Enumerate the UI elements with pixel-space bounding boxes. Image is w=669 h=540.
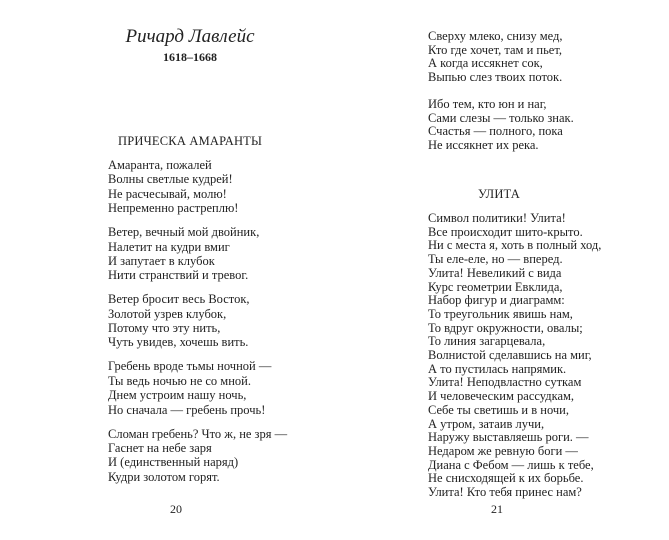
page-number: 21: [491, 502, 503, 516]
verse-line: Курс геометрии Евклида,: [428, 279, 563, 294]
left-page: [0, 0, 334, 540]
verse-line: Не снисходящей к их борьбе.: [428, 471, 584, 486]
verse-line: Сломан гребень? Что ж, не зря —: [108, 426, 288, 441]
stanza: [428, 30, 574, 85]
poem-continuation: [428, 30, 574, 166]
stanza: [108, 292, 287, 350]
verse-line: Диана с Фебом — лишь к тебе,: [428, 457, 594, 472]
verse-line: Выпью слез твоих поток.: [428, 70, 563, 85]
verse-line: Налетит на кудри вмиг: [108, 239, 230, 254]
verse-line: Ветер, вечный мой двойник,: [108, 225, 260, 240]
stanza: [108, 225, 287, 283]
verse-line: Не расчесывай, молю!: [108, 186, 227, 201]
page-number: 20: [170, 502, 182, 516]
verse-line: И человеческим рассудкам,: [428, 389, 575, 404]
verse-line: Волны светлые кудрей!: [108, 172, 233, 187]
verse-line: И (единственный наряд): [108, 455, 239, 470]
verse-line: А когда иссякнет сок,: [428, 56, 543, 71]
verse-line: Волнистой сделавшись на миг,: [428, 348, 592, 363]
verse-line: И запутает в клубок: [108, 253, 215, 268]
verse-line: Ты ведь ночью не со мной.: [108, 373, 251, 388]
verse-line: То вдруг окружности, овалы;: [428, 320, 583, 335]
verse-line: Сверху млеко, снизу мед,: [428, 29, 563, 43]
verse-line: А то пустилась напрямик.: [428, 361, 567, 376]
verse-line: Кудри золотом горят.: [108, 469, 220, 484]
verse-line: Золотой узрев клубок,: [108, 306, 227, 321]
verse-line: Символ политики! Улита!: [428, 211, 566, 225]
verse-line: Недаром же ревную боги —: [428, 443, 578, 458]
verse-line: Ибо тем, кто юн и наг,: [428, 96, 547, 111]
verse-line: Наружу выставляешь роги. —: [428, 430, 589, 445]
verse-line: Днем устроим нашу ночь,: [108, 388, 247, 403]
verse-line: Сами слезы — только знак.: [428, 110, 574, 125]
verse-line: Непременно растреплю!: [108, 201, 239, 216]
verse-line: Ни с места я, хоть в полный ход,: [428, 238, 602, 253]
verse-line: Потому что эту нить,: [108, 321, 221, 336]
verse-line: Улита! Неподвластно суткам: [428, 375, 582, 390]
verse-line: А утром, затаив лучи,: [428, 416, 545, 431]
verse-line: Не иссякнет их река.: [428, 137, 539, 152]
verse-line: Набор фигур и диаграмм:: [428, 293, 565, 308]
author-years: 1618–1668: [163, 50, 217, 64]
verse-line: Себе ты светишь и в ночи,: [428, 402, 569, 417]
verse-line: Чуть увидев, хочешь вить.: [108, 335, 249, 350]
verse-line: Кто где хочет, там и пьет,: [428, 42, 562, 57]
verse-line: Улита! Невеликий с вида: [428, 265, 562, 280]
poem-body: [428, 212, 601, 500]
author-name: Ричард Лавлейс: [125, 26, 255, 47]
stanza: [428, 98, 574, 153]
right-page: [335, 0, 669, 540]
verse-line: То треугольник явишь нам,: [428, 306, 573, 321]
poem-title: ПРИЧЕСКА АМАРАНТЫ: [118, 134, 263, 148]
verse-line: Счастья — полного, пока: [428, 124, 563, 139]
verse-line: Но сначала — гребень прочь!: [108, 402, 266, 417]
verse-line: Ты еле-еле, но — вперед.: [428, 252, 563, 267]
poem-title: УЛИТА: [478, 187, 520, 201]
verse-line: Гребень вроде тьмы ночной —: [108, 359, 272, 374]
verse-line: Ветер бросит весь Восток,: [108, 292, 250, 307]
stanza: [108, 359, 287, 417]
poem-body: [108, 158, 287, 494]
stanza: [108, 427, 287, 485]
stanza: [108, 158, 287, 216]
verse-line: Гаснет на небе заря: [108, 440, 212, 455]
verse-line: Все происходит шито-крыто.: [428, 224, 583, 239]
verse-line: Нити странствий и тревог.: [108, 268, 249, 283]
verse-line: Улита! Кто тебя принес нам?: [428, 485, 582, 500]
verse-line: Амаранта, пожалей: [108, 158, 212, 172]
verse-line: То линия загарцевала,: [428, 334, 546, 349]
